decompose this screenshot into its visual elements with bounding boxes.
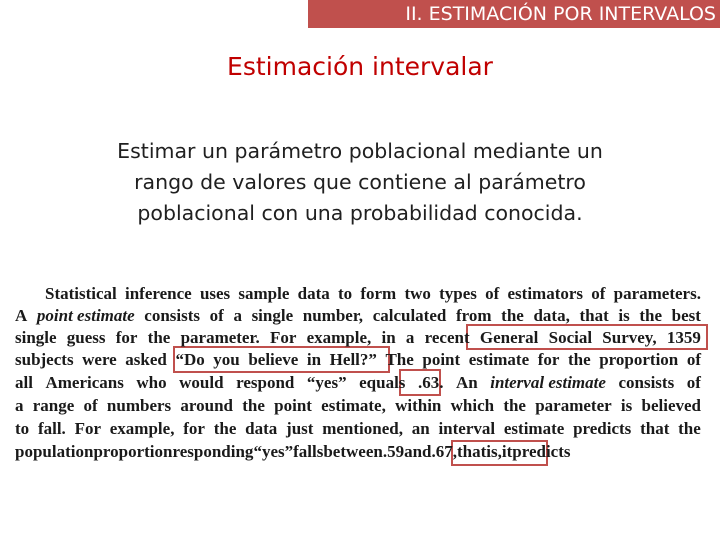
excerpt-word: who — [136, 373, 167, 392]
excerpt-word: the — [503, 396, 526, 415]
excerpt-word: form — [360, 284, 397, 303]
excerpt-word: The — [385, 350, 414, 369]
excerpt-word: estimators — [507, 284, 584, 303]
excerpt-word: the — [678, 419, 701, 438]
excerpt-word: example, — [109, 419, 175, 438]
excerpt-word: the — [501, 306, 524, 325]
excerpt-word: A — [15, 306, 28, 325]
excerpt-word: a — [405, 328, 415, 347]
excerpt-word: consists — [144, 306, 201, 325]
excerpt-word: .59 — [382, 442, 405, 461]
excerpt-word: responding — [172, 442, 254, 461]
excerpt-word: Survey, — [602, 328, 657, 347]
excerpt-word: the — [242, 396, 265, 415]
section-header-bar — [308, 0, 720, 28]
excerpt-word: would — [179, 373, 224, 392]
excerpt-word: that — [579, 306, 609, 325]
excerpt-word: you — [213, 350, 240, 369]
excerpt-word: an — [411, 419, 430, 438]
excerpt-word: point — [422, 350, 461, 369]
excerpt-word: predicts — [512, 442, 571, 461]
excerpt-word: data — [297, 284, 330, 303]
excerpt-word: is, — [486, 442, 502, 461]
excerpt-word: fall. — [37, 419, 66, 438]
excerpt-word: and — [404, 442, 432, 461]
definition-line: Estimar un parámetro poblacional mediante un — [117, 139, 603, 163]
excerpt-word: .67, — [431, 442, 457, 461]
excerpt-word: for — [183, 419, 205, 438]
excerpt-line — [15, 419, 701, 439]
excerpt-word: recent — [424, 328, 470, 347]
excerpt-line — [15, 328, 701, 348]
excerpt-word: parameter — [535, 396, 612, 415]
excerpt-line — [45, 284, 701, 304]
excerpt-word: of — [591, 284, 606, 303]
excerpt-word: were — [82, 350, 117, 369]
excerpt-word: the — [639, 306, 662, 325]
excerpt-word: respond — [236, 373, 295, 392]
excerpt-word: in — [381, 328, 396, 347]
excerpt-word: Statistical — [45, 284, 117, 303]
excerpt-word: believe — [248, 350, 299, 369]
definition-line: rango de valores que contiene al parámetro — [134, 170, 586, 194]
excerpt-word: predicts — [573, 419, 632, 438]
excerpt-word: just — [286, 419, 314, 438]
excerpt-word: uses — [199, 284, 231, 303]
excerpt-word: An — [455, 373, 478, 392]
excerpt-word: 1359 — [666, 328, 701, 347]
excerpt-word: of — [209, 306, 224, 325]
textbook-excerpt-image — [15, 284, 705, 464]
excerpt-word: that — [457, 442, 487, 461]
excerpt-word: consists — [618, 373, 675, 392]
excerpt-word: population — [15, 442, 94, 461]
excerpt-word: two — [404, 284, 431, 303]
excerpt-word: around — [180, 396, 233, 415]
excerpt-word: within — [395, 396, 442, 415]
excerpt-word: from — [455, 306, 492, 325]
excerpt-word: proportion — [599, 350, 679, 369]
excerpt-word: For — [269, 328, 297, 347]
excerpt-word: believed — [641, 396, 701, 415]
excerpt-word: data, — [533, 306, 570, 325]
excerpt-word: a — [15, 396, 24, 415]
excerpt-word: the — [147, 328, 171, 347]
excerpt-word: interval — [438, 419, 496, 438]
excerpt-line — [15, 306, 701, 326]
excerpt-line — [15, 442, 701, 462]
excerpt-word: of — [686, 350, 701, 369]
excerpt-line — [15, 350, 701, 370]
slide-title: Estimación intervalar — [227, 52, 493, 81]
excerpt-word: calculated — [372, 306, 447, 325]
excerpt-word: inference — [125, 284, 192, 303]
excerpt-word: range — [32, 396, 75, 415]
excerpt-word: “yes” — [306, 373, 347, 392]
excerpt-word: estimate — [503, 419, 565, 438]
excerpt-word: estimate — [468, 350, 530, 369]
excerpt-word: For — [74, 419, 101, 438]
excerpt-word: parameter. — [180, 328, 260, 347]
excerpt-word: interval estimate — [490, 373, 606, 392]
excerpt-word: the — [567, 350, 591, 369]
excerpt-line — [15, 396, 701, 416]
excerpt-word: “yes” — [253, 442, 294, 461]
excerpt-word: proportion — [93, 442, 173, 461]
excerpt-word: all — [15, 373, 33, 392]
excerpt-word: of — [686, 373, 701, 392]
excerpt-word: best — [671, 306, 701, 325]
excerpt-word: is — [620, 396, 633, 415]
excerpt-word: sample — [238, 284, 290, 303]
excerpt-word: equals — [359, 373, 406, 392]
excerpt-word: a — [233, 306, 242, 325]
excerpt-word: estimate, — [321, 396, 386, 415]
definition-line: poblacional con una probabilidad conocida. — [137, 201, 583, 225]
excerpt-word: General — [479, 328, 539, 347]
excerpt-word: mentioned, — [322, 419, 403, 438]
excerpt-word: types — [439, 284, 477, 303]
excerpt-word: asked — [125, 350, 167, 369]
excerpt-word: subjects — [15, 350, 74, 369]
excerpt-word: number, — [302, 306, 364, 325]
excerpt-word: that — [640, 419, 670, 438]
excerpt-word: point estimate — [36, 306, 135, 325]
excerpt-word: data — [245, 419, 278, 438]
excerpt-word: numbers — [106, 396, 172, 415]
excerpt-word: the — [213, 419, 237, 438]
excerpt-word: example, — [306, 328, 372, 347]
excerpt-word: of — [485, 284, 500, 303]
excerpt-word: single — [251, 306, 294, 325]
excerpt-line — [15, 373, 701, 393]
excerpt-word: point — [274, 396, 312, 415]
definition-text — [70, 136, 650, 229]
excerpt-word: guess — [66, 328, 106, 347]
excerpt-word: in — [306, 350, 322, 369]
excerpt-word: Social — [548, 328, 593, 347]
section-title: II. ESTIMACIÓN POR INTERVALOS — [405, 3, 716, 25]
excerpt-word: parameters. — [613, 284, 701, 303]
excerpt-word: to — [15, 419, 30, 438]
excerpt-word: which — [450, 396, 495, 415]
excerpt-word: to — [337, 284, 353, 303]
excerpt-word: between — [323, 442, 383, 461]
excerpt-word: .63. — [417, 373, 444, 392]
excerpt-word: for — [537, 350, 560, 369]
excerpt-word: single — [15, 328, 57, 347]
excerpt-word: it — [501, 442, 513, 461]
excerpt-word: is — [618, 306, 630, 325]
excerpt-word: Hell?” — [329, 350, 377, 369]
excerpt-word: “Do — [175, 350, 205, 369]
excerpt-word: of — [83, 396, 98, 415]
excerpt-word: for — [115, 328, 138, 347]
excerpt-word: Americans — [45, 373, 124, 392]
excerpt-word: falls — [293, 442, 324, 461]
